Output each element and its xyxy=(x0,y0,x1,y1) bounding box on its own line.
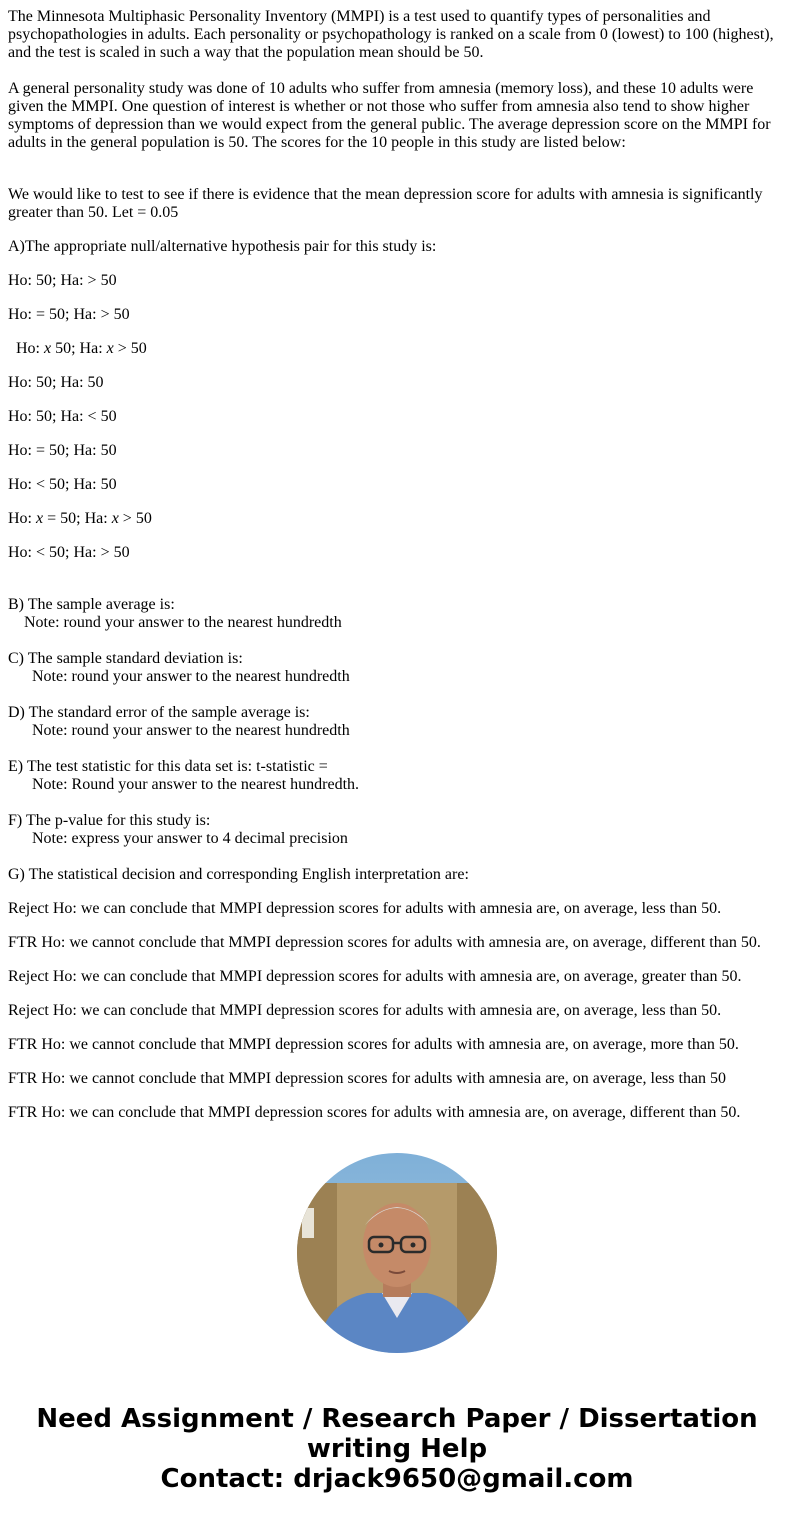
hypothesis-option-1: Ho: 50; Ha: > 50 xyxy=(8,272,117,289)
decision-option-7: FTR Ho: we can conclude that MMPI depression scores for adults with amnesia are, on average, different than 50. xyxy=(8,1104,741,1121)
question-e-prompt: E) The test statistic for this data set is: t-statistic = xyxy=(8,758,328,775)
advertisement-line-2: writing Help xyxy=(306,1434,488,1464)
advertisement-line-1: Need Assignment / Research Paper / Dissertation xyxy=(36,1404,758,1434)
decision-option-3: Reject Ho: we can conclude that MMPI depression scores for adults with amnesia are, on average, greater than 50. xyxy=(8,968,742,985)
decision-option-4: Reject Ho: we can conclude that MMPI depression scores for adults with amnesia are, on average, less than 50. xyxy=(8,1002,722,1019)
question-e xyxy=(8,758,786,794)
question-c-note: Note: round your answer to the nearest hundredth xyxy=(32,668,350,685)
hypothesis-option-5: Ho: 50; Ha: < 50 xyxy=(8,408,117,425)
decision-option-6: FTR Ho: we cannot conclude that MMPI depression scores for adults with amnesia are, on average, less than 50 xyxy=(8,1070,727,1087)
hypothesis-option-3: Ho: x 50; Ha: x > 50 xyxy=(16,340,147,357)
decision-option-1: Reject Ho: we can conclude that MMPI depression scores for adults with amnesia are, on average, less than 50. xyxy=(8,900,722,917)
question-d-note: Note: round your answer to the nearest hundredth xyxy=(32,722,350,739)
author-avatar xyxy=(297,1153,497,1353)
decision-option-5: FTR Ho: we cannot conclude that MMPI depression scores for adults with amnesia are, on average, more than 50. xyxy=(8,1036,739,1053)
advertisement-banner xyxy=(0,1404,794,1494)
author-portrait-image xyxy=(297,1153,497,1353)
hypothesis-option-2: Ho: = 50; Ha: > 50 xyxy=(8,306,130,323)
question-f xyxy=(8,812,786,848)
question-c xyxy=(8,650,786,686)
hypothesis-option-6: Ho: = 50; Ha: 50 xyxy=(8,442,117,459)
question-e-note: Note: Round your answer to the nearest hundredth. xyxy=(32,776,360,793)
decision-option-2: FTR Ho: we cannot conclude that MMPI depression scores for adults with amnesia are, on average, different than 50. xyxy=(8,934,761,951)
question-a-prompt: A)The appropriate null/alternative hypothesis pair for this study is: xyxy=(8,238,437,255)
question-d-prompt: D) The standard error of the sample average is: xyxy=(8,704,310,721)
question-b-note: Note: round your answer to the nearest hundredth xyxy=(24,614,342,631)
intro-paragraph-2: A general personality study was done of 10 adults who suffer from amnesia (memory loss), and these 10 adults were given the MMPI. One question of interest is whether or not those who suffer from amnesia also tend to show higher symptoms of depression than we would expect from the general public. The average depression score on the MMPI for adults in the general population is 50. The scores for the 10 people in this study are listed below: xyxy=(8,80,771,151)
hypothesis-option-7: Ho: < 50; Ha: 50 xyxy=(8,476,117,493)
hypothesis-option-4: Ho: 50; Ha: 50 xyxy=(8,374,104,391)
advertisement-contact: Contact: drjack9650@gmail.com xyxy=(160,1464,634,1494)
question-c-prompt: C) The sample standard deviation is: xyxy=(8,650,243,667)
question-b xyxy=(8,596,786,632)
question-g-prompt: G) The statistical decision and corresponding English interpretation are: xyxy=(8,866,469,883)
question-f-note: Note: express your answer to 4 decimal precision xyxy=(32,830,348,847)
question-b-prompt: B) The sample average is: xyxy=(8,596,175,613)
question-f-prompt: F) The p-value for this study is: xyxy=(8,812,211,829)
hypothesis-option-8: Ho: x = 50; Ha: x > 50 xyxy=(8,510,152,527)
question-d xyxy=(8,704,786,740)
intro-paragraph-1: The Minnesota Multiphasic Personality Inventory (MMPI) is a test used to quantify types of personalities and psychopathologies in adults. Each personality or psychopathology is ranked on a scale from 0 (lowest) to 100 (highest), and the test is scaled in such a way that the population mean should be 50. xyxy=(8,8,774,61)
document-body xyxy=(8,8,786,1138)
intro-paragraph-3: We would like to test to see if there is evidence that the mean depression score for adults with amnesia is significantly greater than 50. Let = 0.05 xyxy=(8,186,763,221)
hypothesis-option-9: Ho: < 50; Ha: > 50 xyxy=(8,544,130,561)
